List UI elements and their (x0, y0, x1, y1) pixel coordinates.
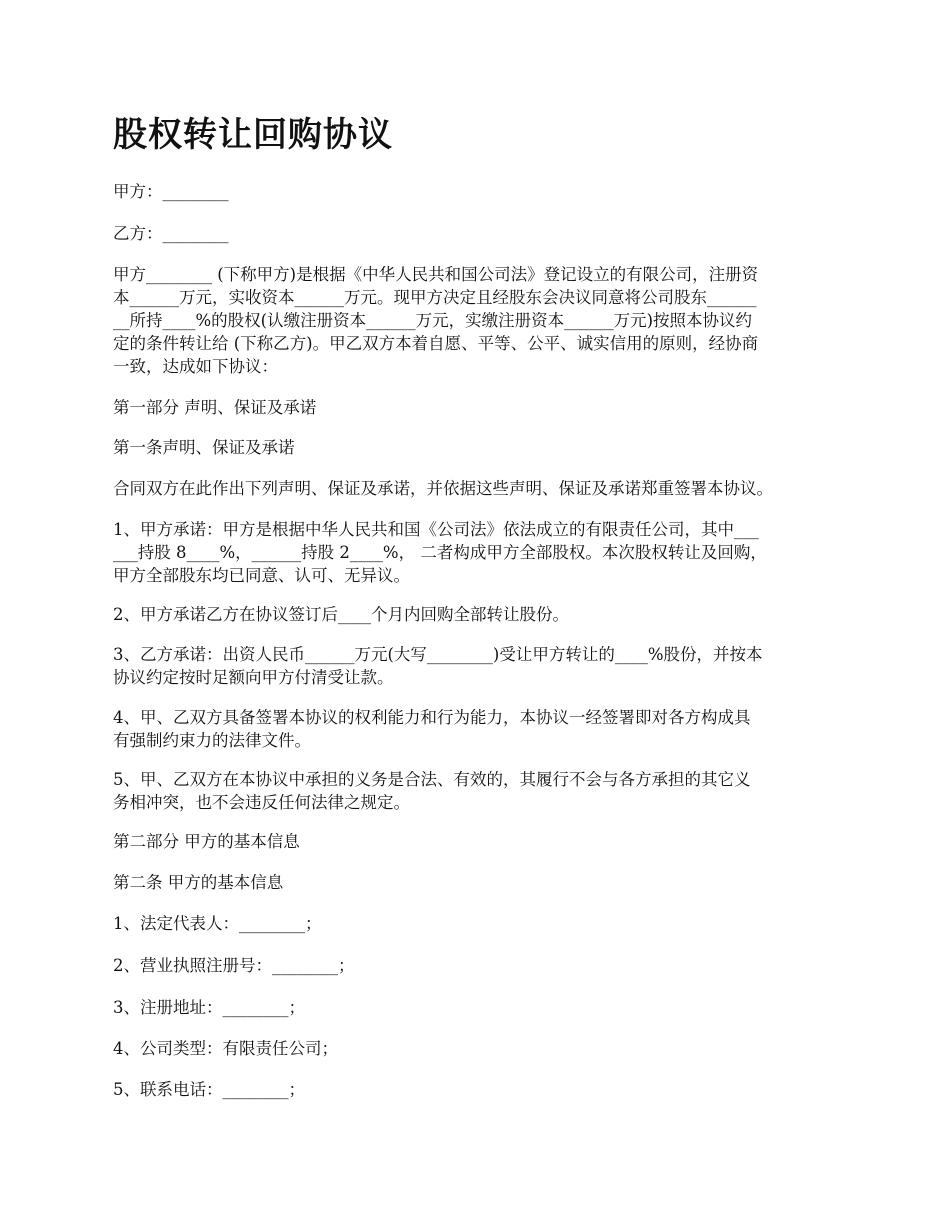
clause-line: 3、乙方承诺：出资人民币______万元(大写________)受让甲方转让的____%股份，并按本 (113, 645, 763, 664)
article1-heading: 第一条声明、保证及承诺 (113, 438, 295, 457)
part1-heading: 第一部分 声明、保证及承诺 (113, 398, 317, 417)
article1-item-3 (113, 643, 855, 689)
article1-intro: 合同双方在此作出下列声明、保证及承诺，并依据这些声明、保证及承诺郑重签署本协议。 (113, 479, 773, 498)
clause-line: 4、甲、乙双方具备签署本协议的权利能力和行为能力，本协议一经签署即对各方构成具 (113, 708, 751, 727)
article2-item: 4、公司类型：有限责任公司； (113, 1039, 338, 1058)
intro-line: 定的条件转让给 (下称乙方)。甲乙双方本着自愿、平等、公平、诚实信用的原则，经协商 (113, 334, 759, 353)
intro-paragraph (113, 263, 855, 378)
clause-line: 1、甲方承诺：甲方是根据中华人民共和国《公司法》依法成立的有限责任公司，其中___ (113, 520, 759, 539)
article2-item: 3、注册地址：________； (113, 998, 305, 1017)
article1-item-2 (113, 603, 855, 626)
clause-line: 2、甲方承诺乙方在协议签订后____个月内回购全部转让股份。 (113, 605, 569, 624)
intro-line: 本______万元，实收资本______万元。现甲方决定且经股东会决议同意将公司股东______ (113, 288, 757, 307)
clause-line: 有强制约束力的法律文件。 (113, 731, 311, 750)
clause-line: 甲方全部股东均已同意、认可、无异议。 (113, 566, 410, 585)
clause-line: 5、甲、乙双方在本协议中承担的义务是合法、有效的，其履行不会与各方承担的其它义 (113, 770, 751, 789)
article1-item-5 (113, 768, 855, 814)
intro-line: 一致，达成如下协议： (113, 357, 278, 376)
party-b-line: 乙方：________ (113, 224, 229, 243)
part2-heading: 第二部分 甲方的基本信息 (113, 832, 300, 851)
article2-item: 5、联系电话：________； (113, 1080, 305, 1099)
document-title: 股权转让回购协议 (113, 115, 393, 155)
article2-item: 2、营业执照注册号：________； (113, 956, 355, 975)
clause-line: 协议约定按时足额向甲方付清受让款。 (113, 668, 394, 687)
article1-item-1 (113, 518, 855, 587)
article1-item-4 (113, 706, 855, 752)
clause-line: 务相冲突，也不会违反任何法律之规定。 (113, 793, 410, 812)
intro-line: __所持____%的股权(认缴注册资本______万元，实缴注册资本______万元)按照本协议约 (113, 311, 753, 330)
article2-heading: 第二条 甲方的基本信息 (113, 873, 284, 892)
intro-line: 甲方________ (下称甲方)是根据《中华人民共和国公司法》登记设立的有限公司，注册资 (113, 265, 759, 284)
article2-item: 1、法定代表人：________； (113, 914, 322, 933)
party-a-line: 甲方：________ (113, 182, 229, 201)
clause-line: ___持股 8____%，______持股 2____%， 二者构成甲方全部股权。本次股权转让及回购， (113, 543, 767, 562)
